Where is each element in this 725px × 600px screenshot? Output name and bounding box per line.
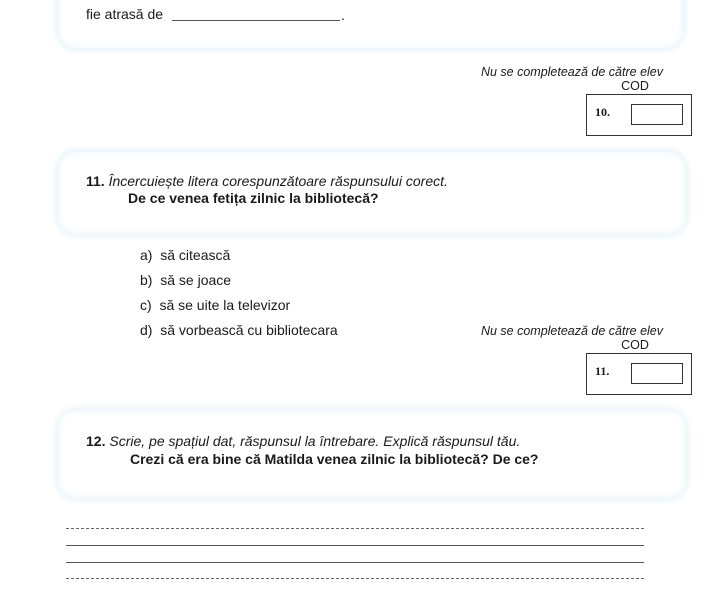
q10-tail-text: fie atrasă de — [86, 6, 164, 22]
q10-tail-period: . — [341, 7, 345, 23]
q11-number: 11. — [86, 173, 105, 189]
q12-answer-line-2[interactable] — [66, 545, 644, 546]
q11-option-b-text: să se joace — [160, 272, 232, 288]
code-box-11-label: 11. — [595, 364, 610, 378]
q12-number: 12. — [86, 433, 106, 449]
q11-option-a[interactable] — [140, 247, 230, 263]
note-10-text: Nu se completează de către elev — [480, 65, 663, 79]
q12-question: Crezi că era bine că Matilda venea zilnic la bibliotecă? De ce? — [130, 451, 539, 467]
q11-option-c-text: să se uite la televizor — [159, 297, 291, 313]
code-box-11-input[interactable] — [631, 363, 683, 384]
q11-option-d-letter: d) — [140, 322, 153, 338]
q11-option-a-letter: a) — [140, 247, 153, 263]
q12-instruction — [86, 433, 520, 449]
q12-answer-line-1[interactable] — [66, 528, 644, 529]
q11-option-c[interactable] — [140, 297, 290, 313]
q11-option-c-letter: c) — [140, 297, 152, 313]
code-box-10 — [586, 94, 692, 136]
note-11-cod: COD — [621, 338, 649, 352]
code-box-10-input[interactable] — [631, 104, 683, 125]
code-box-10-label: 10. — [595, 105, 610, 119]
note-11-text: Nu se completează de către elev — [480, 324, 663, 338]
q11-option-d-text: să vorbească cu bibliotecara — [160, 322, 338, 338]
q11-option-b-letter: b) — [140, 272, 153, 288]
q10-answer-line[interactable] — [172, 20, 340, 21]
q12-answer-line-3[interactable] — [66, 562, 644, 563]
q12-answer-line-4[interactable] — [66, 578, 644, 579]
code-box-11 — [586, 353, 692, 395]
q11-question: De ce venea fetița zilnic la bibliotecă? — [128, 190, 379, 206]
q12-instruction-text: Scrie, pe spațiul dat, răspunsul la întrebare. Explică răspunsul tău. — [109, 433, 521, 449]
q11-instruction — [86, 173, 448, 189]
q11-option-d[interactable] — [140, 322, 338, 338]
note-10-cod: COD — [621, 79, 649, 93]
q11-instruction-text: Încercuiește litera corespunzătoare răspunsului corect. — [108, 173, 448, 189]
q11-option-b[interactable] — [140, 272, 231, 288]
q11-option-a-text: să citească — [160, 247, 231, 263]
